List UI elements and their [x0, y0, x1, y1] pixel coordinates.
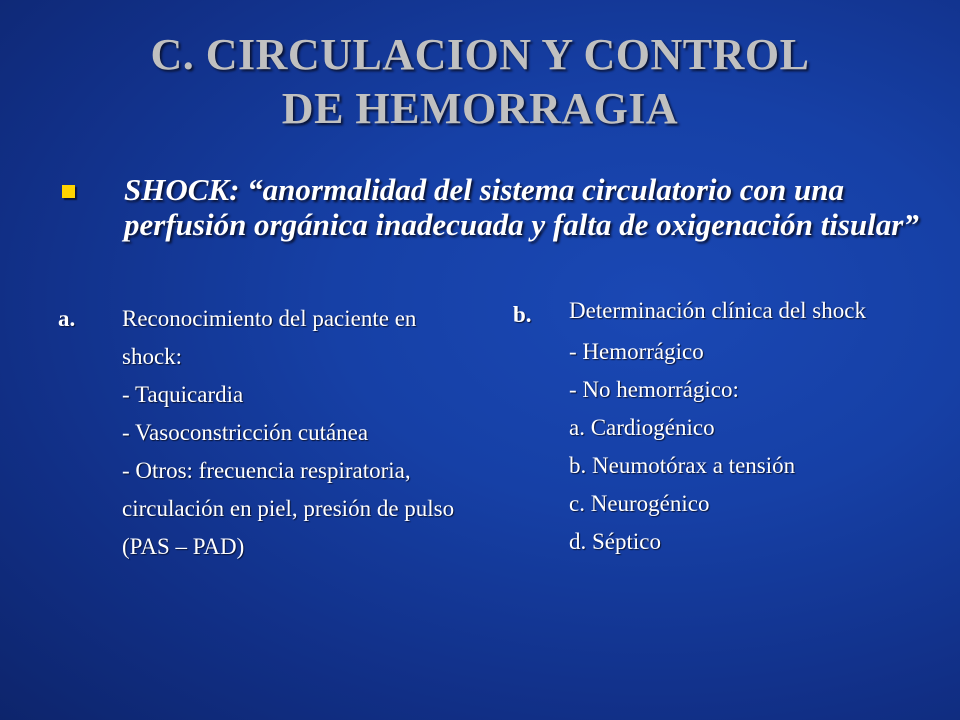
left-line: - Taquicardia: [122, 382, 244, 407]
shock-definition-text: SHOCK: “anormalidad del sistema circulatorio con una perfusión orgánica inadecuada y falta de oxigenación tisular”: [124, 172, 919, 242]
right-line: c. Neurogénico: [569, 491, 710, 516]
left-column: [58, 300, 508, 566]
left-line: - Otros: frecuencia respiratoria,: [122, 458, 411, 483]
left-line: Reconocimiento del paciente en: [122, 306, 417, 331]
left-line: circulación en piel, presión de pulso: [122, 496, 455, 521]
title-line-2: DE HEMORRAGIA: [281, 84, 679, 133]
right-column-lines: [569, 296, 933, 561]
left-line: - Vasoconstricción cutánea: [122, 420, 369, 445]
right-column-marker: b.: [513, 302, 532, 327]
right-line: a. Cardiogénico: [569, 415, 715, 440]
left-line: (PAS – PAD): [122, 534, 245, 559]
right-line: b. Neumotórax a tensión: [569, 453, 796, 478]
right-column: [513, 296, 933, 561]
right-column-heading: Determinación clínica del shock: [569, 298, 866, 323]
left-column-lines: [122, 300, 508, 566]
left-line: shock:: [122, 344, 183, 369]
square-bullet-icon: [62, 185, 75, 198]
right-line: - No hemorrágico:: [569, 377, 739, 402]
right-line: d. Séptico: [569, 529, 661, 554]
slide-title: [0, 28, 960, 136]
right-line: - Hemorrágico: [569, 339, 704, 364]
left-column-marker: a.: [58, 306, 76, 331]
title-line-1: C. CIRCULACION Y CONTROL: [150, 30, 810, 79]
shock-definition-bullet: [62, 172, 942, 242]
